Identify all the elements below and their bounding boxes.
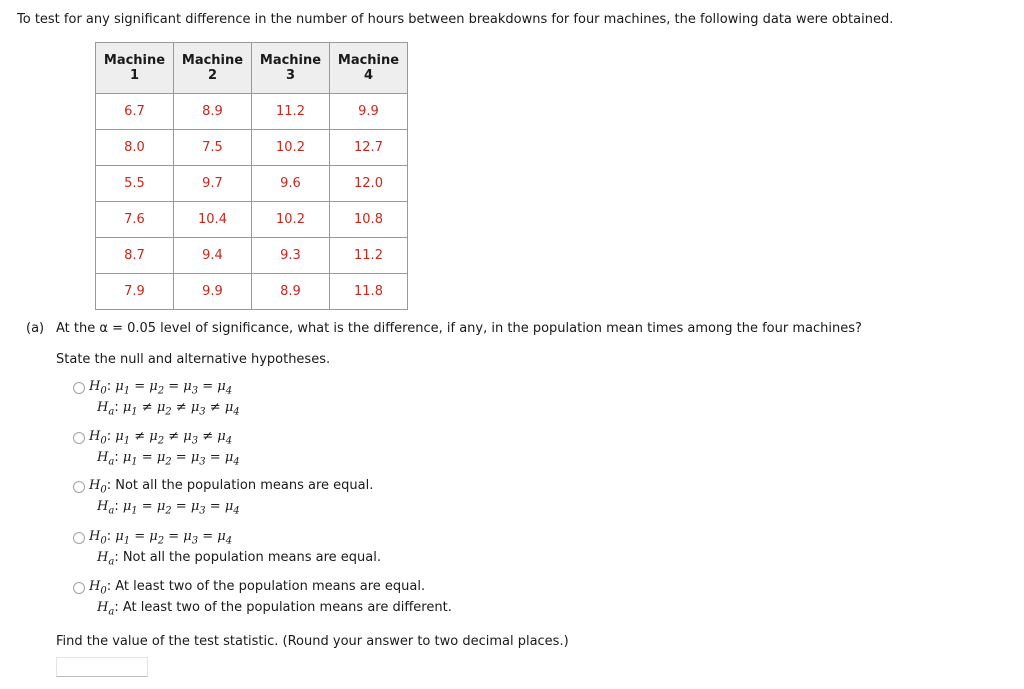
- table-cell: 11.2: [252, 94, 330, 130]
- table-cell: 5.5: [96, 166, 174, 202]
- option-null-hypothesis: $H_0$: $\mu_1 = \mu_2 = \mu_3 = \mu_4$: [89, 529, 233, 547]
- part-a-label: (a): [26, 321, 45, 336]
- table-cell: 9.3: [252, 238, 330, 274]
- table-cell: 9.7: [174, 166, 252, 202]
- option-alt-hypothesis: $H_a$: $\mu_1 \ne \mu_2 \ne \mu_3 \ne \mu_4$: [97, 400, 240, 418]
- radio-button[interactable]: [73, 532, 85, 544]
- table-row: [96, 130, 408, 166]
- option-null-hypothesis: $H_0$: $\mu_1 = \mu_2 = \mu_3 = \mu_4$: [89, 379, 233, 397]
- table-row: [96, 202, 408, 238]
- radio-button[interactable]: [73, 481, 85, 493]
- test-statistic-prompt: Find the value of the test statistic. (Round your answer to two decimal places.): [56, 634, 569, 649]
- problem-intro: To test for any significant difference in the number of hours between breakdowns for four machines, the following data were obtained.: [17, 12, 894, 27]
- radio-button[interactable]: [73, 582, 85, 594]
- table-cell: 10.4: [174, 202, 252, 238]
- table-cell: 7.9: [96, 274, 174, 310]
- option-alt-hypothesis: $H_a$: $\mu_1 = \mu_2 = \mu_3 = \mu_4$: [97, 499, 240, 517]
- table-cell: 10.8: [330, 202, 408, 238]
- option-null-hypothesis: $H_0$: At least two of the population means are equal.: [89, 579, 426, 597]
- option-alt-hypothesis: $H_a$: $\mu_1 = \mu_2 = \mu_3 = \mu_4$: [97, 450, 240, 468]
- header-machine-3: Machine 3: [252, 43, 330, 94]
- table-cell: 6.7: [96, 94, 174, 130]
- table-cell: 8.9: [174, 94, 252, 130]
- table-header-row: [96, 43, 408, 94]
- option-alt-hypothesis: $H_a$: Not all the population means are equal.: [97, 550, 381, 568]
- table-cell: 9.4: [174, 238, 252, 274]
- part-a-question: [26, 321, 862, 336]
- part-a-text: At the α = 0.05 level of significance, what is the difference, if any, in the population mean times among the four machines?: [56, 321, 862, 336]
- table-cell: 9.6: [252, 166, 330, 202]
- table-cell: 7.5: [174, 130, 252, 166]
- header-machine-4: Machine 4: [330, 43, 408, 94]
- table-cell: 10.2: [252, 202, 330, 238]
- option-null-hypothesis: $H_0$: $\mu_1 \ne \mu_2 \ne \mu_3 \ne \mu_4$: [89, 429, 233, 447]
- table-cell: 11.8: [330, 274, 408, 310]
- radio-button[interactable]: [73, 432, 85, 444]
- table-cell: 8.9: [252, 274, 330, 310]
- state-hypotheses-prompt: State the null and alternative hypotheses.: [56, 352, 331, 367]
- test-statistic-input[interactable]: [56, 657, 148, 677]
- table-cell: 11.2: [330, 238, 408, 274]
- table-row: [96, 166, 408, 202]
- machine-data-table: [95, 42, 408, 310]
- header-machine-2: Machine 2: [174, 43, 252, 94]
- option-alt-hypothesis: $H_a$: At least two of the population means are different.: [97, 600, 452, 618]
- table-cell: 10.2: [252, 130, 330, 166]
- table-cell: 9.9: [174, 274, 252, 310]
- radio-button[interactable]: [73, 382, 85, 394]
- table-cell: 12.0: [330, 166, 408, 202]
- table-cell: 12.7: [330, 130, 408, 166]
- table-cell: 8.0: [96, 130, 174, 166]
- header-machine-1: Machine 1: [96, 43, 174, 94]
- table-row: [96, 274, 408, 310]
- table-cell: 7.6: [96, 202, 174, 238]
- table-cell: 9.9: [330, 94, 408, 130]
- table-cell: 8.7: [96, 238, 174, 274]
- table-row: [96, 94, 408, 130]
- table-row: [96, 238, 408, 274]
- option-null-hypothesis: $H_0$: Not all the population means are equal.: [89, 478, 374, 496]
